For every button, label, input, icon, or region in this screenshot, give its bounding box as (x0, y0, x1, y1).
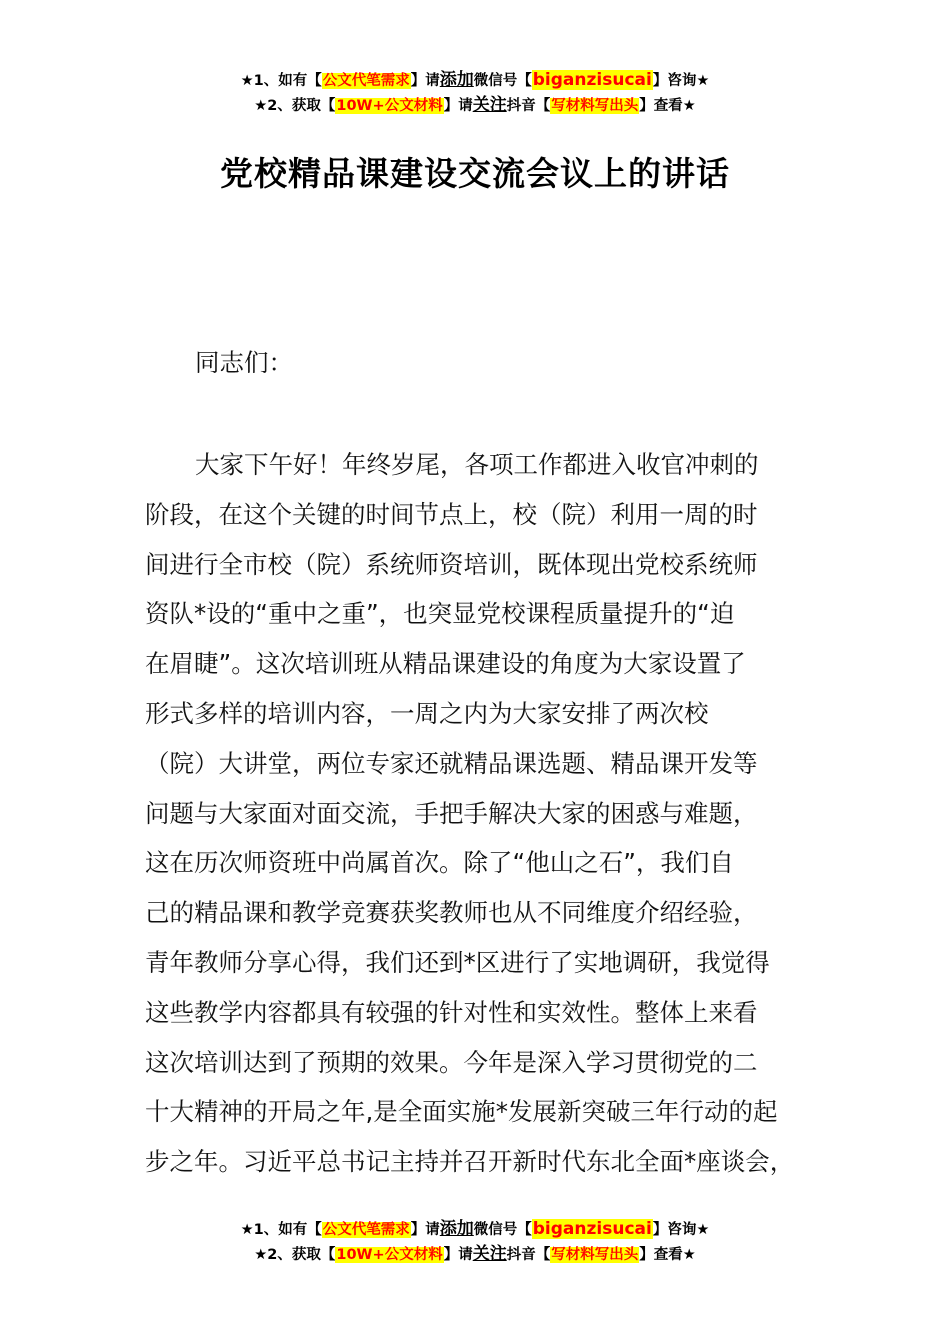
promo-highlight: 公文代笔需求 (322, 73, 410, 89)
paragraph-line: 资队*设的“重中之重”，也突显党校课程质量提升的“迫 (145, 599, 735, 629)
promo-underlined: 关注 (472, 95, 507, 115)
paragraph-line: 青年教师分享心得，我们还到*区进行了实地调研，我觉得 (145, 947, 770, 977)
paragraph-line: 这些教学内容都具有较强的针对性和实效性。整体上来看 (145, 997, 758, 1027)
promo-text: ★2、获取【 (254, 98, 336, 114)
paragraph-line: 这次培训达到了预期的效果。今年是深入学习贯彻党的二 (145, 1047, 758, 1077)
promo-header (0, 68, 950, 118)
promo-text: 微信号【 (473, 73, 532, 89)
promo-text: 微信号【 (473, 1222, 532, 1238)
promo-wechat-id: biganzisucai (532, 1219, 652, 1239)
promo-underlined: 关注 (472, 1244, 507, 1264)
paragraph-line: 大家下午好！年终岁尾，各项工作都进入收官冲刺的 (195, 450, 759, 479)
promo-highlight: 10W+公文材料 (336, 98, 443, 114)
promo-text: 】请 (443, 1247, 473, 1263)
promo-text: 】查看★ (639, 1247, 696, 1263)
paragraph-line: 十大精神的开局之年,是全面实施*发展新突破三年行动的起 (145, 1097, 778, 1127)
promo-text: 】请 (410, 73, 440, 89)
promo-footer (0, 1217, 950, 1267)
promo-text: 】请 (410, 1222, 440, 1238)
promo-line-2 (0, 1242, 950, 1267)
paragraph-line: 己的精品课和教学竞赛获奖教师也从不同维度介绍经验， (145, 898, 758, 928)
promo-line-1 (0, 1217, 950, 1242)
paragraph-line: 步之年。习近平总书记主持并召开新时代东北全面*座谈会， (145, 1147, 795, 1177)
promo-underlined: 添加 (439, 1219, 474, 1239)
promo-text: ★1、如有【 (240, 1222, 322, 1238)
promo-text: 抖音【 (506, 98, 551, 114)
promo-text: 】请 (443, 98, 473, 114)
promo-text: 】咨询★ (652, 73, 710, 89)
paragraph-line: 这在历次师资班中尚属首次。除了“他山之石”，我们自 (145, 848, 734, 878)
promo-wechat-id: biganzisucai (532, 70, 652, 90)
paragraph-line: 间进行全市校（院）系统师资培训，既体现出党校系统师 (145, 549, 758, 579)
promo-underlined: 添加 (439, 70, 474, 90)
promo-text: 】查看★ (639, 98, 696, 114)
promo-line-2 (0, 93, 950, 118)
promo-text: ★2、获取【 (254, 1247, 336, 1263)
promo-line-1 (0, 68, 950, 93)
promo-highlight: 10W+公文材料 (336, 1247, 443, 1263)
document-title: 党校精品课建设交流会议上的讲话 (220, 154, 730, 193)
promo-text: ★1、如有【 (240, 73, 322, 89)
paragraph-line: 问题与大家面对面交流，手把手解决大家的困惑与难题， (145, 798, 758, 828)
paragraph-line: （院）大讲堂，两位专家还就精品课选题、精品课开发等 (145, 748, 758, 778)
body-paragraph (145, 440, 805, 1187)
promo-text: 】咨询★ (652, 1222, 710, 1238)
paragraph-line: 在眉睫”。这次培训班从精品课建设的角度为大家设置了 (145, 649, 746, 679)
greeting: 同志们： (195, 348, 293, 377)
promo-text: 抖音【 (506, 1247, 551, 1263)
paragraph-line: 阶段，在这个关键的时间节点上，校（院）利用一周的时 (145, 499, 758, 529)
paragraph-line: 形式多样的培训内容，一周之内为大家安排了两次校 (145, 698, 709, 728)
promo-highlight: 公文代笔需求 (322, 1222, 410, 1238)
promo-douyin-id: 写材料写出头 (551, 98, 639, 114)
promo-douyin-id: 写材料写出头 (551, 1247, 639, 1263)
